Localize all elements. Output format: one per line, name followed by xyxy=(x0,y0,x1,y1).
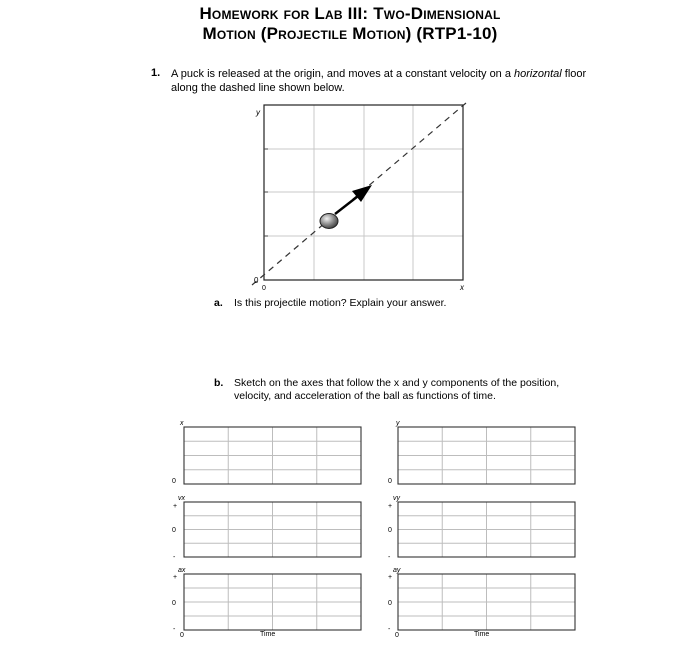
part-b-letter: b. xyxy=(214,377,224,389)
title-topic-label: Two-Dimensional xyxy=(368,4,501,23)
y-position-zero-label: 0 xyxy=(388,478,392,485)
x-acceleration-minus-label: - xyxy=(173,626,176,633)
title-code-label: (RTP1-10) xyxy=(411,24,498,43)
right-time-zero-label: 0 xyxy=(395,632,399,639)
y-acceleration-minus-label: - xyxy=(388,626,391,633)
x-position-axis-label: x xyxy=(180,420,184,427)
y-velocity-minus-label: - xyxy=(388,554,391,561)
title-lab-label: Homework for Lab III: xyxy=(199,4,369,23)
question-text-end: floor along the dashed line shown below. xyxy=(171,68,587,94)
part-b-text: Sketch on the axes that follow the x and y components of the position, velocity, and acceleration of the ball as functions of time. xyxy=(234,377,560,402)
x-position-zero-label: 0 xyxy=(172,478,176,485)
plot-origin-x-label: 0 xyxy=(262,285,266,292)
plot-x-axis-label: x xyxy=(460,283,464,292)
y-velocity-axis-label: vy xyxy=(393,495,400,502)
x-acceleration-plus-label: + xyxy=(173,574,178,581)
right-time-axis-label: Time xyxy=(474,631,490,638)
x-acceleration-zero-label: 0 xyxy=(172,600,176,607)
y-velocity-zero-label: 0 xyxy=(388,527,392,534)
y-acceleration-zero-label: 0 xyxy=(388,600,392,607)
question-number: 1. xyxy=(151,67,161,79)
plot-y-axis-label: y xyxy=(256,108,260,117)
y-acceleration-axis-label: ay xyxy=(393,567,401,574)
y-acceleration-plus-label: + xyxy=(388,574,393,581)
question-text-emphasis: horizontal xyxy=(514,68,562,80)
x-velocity-zero-label: 0 xyxy=(172,527,176,534)
plot-origin-label: 0 xyxy=(254,276,259,285)
y-position-axis-label: y xyxy=(396,420,400,427)
left-time-zero-label: 0 xyxy=(180,632,184,639)
x-velocity-axis-label: vx xyxy=(178,495,185,502)
part-a-letter: a. xyxy=(214,297,223,309)
question-text-start: A puck is released at the origin, and moves at a constant velocity on a xyxy=(171,68,515,80)
part-a-text: Is this projectile motion? Explain your answer. xyxy=(234,297,447,309)
x-velocity-plus-label: + xyxy=(173,503,178,510)
x-velocity-minus-label: - xyxy=(173,554,176,561)
y-velocity-plus-label: + xyxy=(388,503,393,510)
x-acceleration-axis-label: ax xyxy=(178,567,186,574)
left-time-axis-label: Time xyxy=(260,631,276,638)
title-subtopic-label: Motion (Projectile Motion) xyxy=(202,24,412,43)
